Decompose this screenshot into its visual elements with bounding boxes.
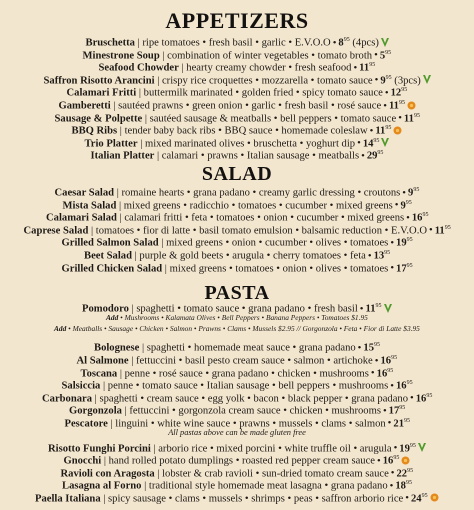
item-price: 19: [396, 237, 407, 249]
gluten-free-note: All pastas above can be made gluten free: [168, 428, 306, 437]
item-price-cents: 95: [406, 380, 413, 386]
item-separator: |: [117, 368, 125, 380]
item-separator: •: [374, 50, 378, 62]
item-description: mixed greens • radicchio • tomatoes • cucumber • mixed greens: [123, 200, 393, 212]
item-price-cents: 95: [407, 467, 414, 474]
item-name: Pomodoro: [82, 303, 129, 315]
item-separator: |: [158, 237, 167, 249]
item-description: hearty creamy chowder • fresh seafood: [186, 62, 352, 74]
item-separator: |: [88, 225, 96, 237]
item-description: hand rolled potato dumplings • roasted red pepper cream sauce: [108, 455, 375, 467]
item-separator: •: [429, 225, 433, 237]
item-separator: |: [134, 37, 143, 49]
item-price-cents: 95: [406, 237, 413, 244]
item-description: fettuccini • gorgonzola cream sauce • chicken • mushrooms: [129, 405, 381, 417]
item-description: sautéed prawns • green onion • garlic • fresh basil • rosé sauce: [118, 100, 382, 112]
item-description: sautéed sausage & meatballs • bell peppers • tomato sauce: [149, 113, 397, 125]
item-price-cents: 95: [369, 62, 376, 69]
item-price: 11: [375, 125, 386, 137]
addon-line: [106, 313, 368, 323]
item-description: calamari • prawns • Italian sausage • meatballs: [161, 150, 360, 162]
item-separator: |: [159, 50, 168, 62]
item-name: Saffron Risotto Arancini: [43, 75, 155, 87]
item-price-cents: 95: [398, 100, 405, 106]
item-name: Ravioli con Aragosta: [60, 468, 155, 480]
item-price-cents: 95: [385, 125, 392, 132]
item-separator: |: [142, 113, 150, 125]
item-separator: •: [357, 342, 362, 354]
item-price-cents: 95: [387, 367, 394, 374]
item-price: 17: [388, 405, 400, 417]
item-name: Carbonara: [42, 393, 93, 405]
item-price: 5: [379, 50, 386, 62]
item-name: Bolognese: [94, 342, 140, 354]
item-description: mixed marinated olives • bruschetta • yoghurt dip: [144, 138, 356, 150]
item-description: ripe tomatoes • fresh basil • garlic • E.V.O.O: [142, 37, 331, 49]
item-separator: •: [393, 443, 398, 455]
item-price-cents: 95: [403, 417, 410, 424]
item-separator: •: [402, 187, 407, 199]
item-separator: |: [92, 393, 100, 405]
item-price: 16: [376, 368, 388, 380]
item-description: tender baby back ribs • BBQ sauce • homemade coleslaw: [124, 125, 368, 137]
item-separator: |: [131, 250, 140, 262]
item-name: Calamari Salad: [46, 212, 117, 224]
item-separator: |: [178, 62, 187, 74]
item-price-cents: 95: [413, 187, 420, 193]
item-separator: •: [374, 75, 379, 87]
item-price: 16: [395, 380, 407, 392]
item-separator: •: [370, 368, 375, 380]
item-name: Gamberetti: [58, 100, 111, 112]
item-price-cents: 95: [385, 74, 392, 81]
item-separator: |: [121, 405, 130, 417]
item-name: Al Salmone: [76, 355, 129, 367]
item-price-cents: 95: [384, 250, 391, 256]
addon-options: Meatballs • Sausage • Chicken • Salmon • Prawns • Clams • Mussels $2.95 // Gorgonzola • Feta • Fior di Latte $3.95: [72, 324, 420, 333]
item-name: Trio Platter: [84, 138, 138, 150]
item-separator: |: [128, 355, 137, 367]
item-description: buttermilk marinated • golden fried • spicy tomato sauce: [143, 87, 383, 99]
item-separator: |: [136, 87, 144, 99]
item-price-cents: 95: [405, 480, 412, 486]
item-description: spaghetti • homemade meat sauce • grana padano: [146, 342, 356, 354]
item-price-cents: 95: [377, 150, 384, 157]
item-price-cents: 95: [373, 342, 380, 348]
item-description: mixed greens • onion • cucumber • olives • tomatoes: [166, 237, 389, 249]
item-price-cents: 95: [422, 212, 429, 219]
item-price: 13: [373, 250, 385, 262]
item-name: Paella Italiana: [35, 493, 101, 505]
item-separator: |: [150, 443, 159, 455]
item-price: 17: [396, 263, 407, 275]
item-price: 14: [362, 138, 374, 150]
addon-label: Add: [106, 313, 119, 322]
item-price: 15: [363, 342, 374, 354]
item-name: Seafood Chowder: [98, 62, 179, 74]
item-name: Pescatore: [64, 418, 108, 430]
item-price: 29: [366, 150, 378, 162]
item-separator: •: [383, 100, 387, 112]
item-separator: |: [110, 100, 119, 112]
item-separator: |: [116, 200, 124, 212]
item-separator: |: [154, 150, 162, 162]
item-description: penne • rosé sauce • grana padano • chicken • mushrooms: [124, 368, 369, 380]
item-separator: |: [117, 125, 125, 137]
item-separator: |: [141, 480, 149, 492]
salad-heading: SALAD: [201, 163, 273, 185]
item-name: Mista Salad: [62, 200, 117, 212]
item-description: romaine hearts • grana padano • creamy garlic dressing • croutons: [121, 187, 401, 199]
item-description: arborio rice • mixed porcini • white truffle oil • arugula: [158, 443, 392, 455]
item-price: 8: [338, 37, 344, 49]
item-name: Bruschetta: [85, 37, 135, 49]
item-name: Calamari Fritti: [66, 87, 137, 99]
item-separator: •: [389, 480, 394, 492]
item-separator: •: [406, 212, 410, 224]
spicy-pepper-icon: [393, 126, 402, 139]
item-separator: |: [137, 138, 145, 150]
item-price-cents: 95: [343, 37, 350, 43]
item-price-cents: 95: [426, 392, 433, 399]
item-price: 16: [382, 455, 394, 467]
item-separator: •: [374, 355, 379, 367]
item-price: 16: [415, 393, 427, 405]
item-separator: •: [332, 37, 337, 49]
item-separator: •: [387, 418, 392, 430]
item-separator: •: [390, 380, 394, 392]
item-name: Gorgonzola: [69, 405, 122, 417]
item-description: combination of winter vegetables • tomato broth: [167, 50, 373, 62]
item-separator: •: [390, 263, 395, 275]
item-description: tomatoes • fior di latte • basil tomato emulsion • balsamic reduction • E.V.O.O: [95, 225, 427, 237]
item-price: 11: [434, 225, 445, 237]
item-separator: •: [369, 125, 374, 137]
item-separator: |: [101, 455, 109, 467]
item-name: Salsiccia: [61, 380, 101, 392]
item-name: Toscana: [80, 368, 118, 380]
item-name: Grilled Chicken Salad: [61, 263, 163, 275]
vegetarian-leaf-icon: [418, 443, 426, 456]
item-price-cents: 95: [375, 303, 382, 309]
item-price-cents: 95: [401, 87, 408, 94]
item-separator: •: [390, 237, 395, 249]
addon-label: Add: [54, 324, 67, 333]
item-price: 12: [390, 87, 402, 99]
item-separator: •: [361, 150, 365, 162]
item-price-cents: 95: [373, 137, 380, 144]
item-separator: •: [118, 313, 125, 322]
item-separator: •: [398, 113, 402, 125]
item-separator: •: [382, 405, 387, 417]
item-price: 11: [365, 303, 376, 315]
item-description: mixed greens • tomatoes • onion • olives • tomatoes: [169, 263, 389, 275]
item-name: Italian Platter: [90, 150, 155, 162]
item-separator: •: [410, 393, 414, 405]
item-price-cents: 95: [399, 405, 406, 411]
item-price-cents: 95: [406, 262, 413, 269]
item-description: purple & gold beets • arugula • cherry tomatoes • feta: [139, 250, 366, 262]
spicy-pepper-icon: [430, 493, 439, 506]
appetizers-heading: APPETIZERS: [165, 8, 309, 33]
item-price: 11: [388, 100, 399, 112]
item-separator: •: [394, 200, 399, 212]
item-name: Caesar Salad: [54, 187, 115, 199]
item-quantity: (3pcs): [391, 75, 421, 87]
item-name: Gnocchi: [63, 455, 102, 467]
item-description: spaghetti • cream sauce • egg yolk • bacon • black pepper • grana padano: [99, 393, 409, 405]
item-separator: •: [357, 138, 361, 150]
item-name: Sausage & Polpette: [54, 113, 143, 125]
item-price-cents: 95: [444, 224, 451, 231]
item-price-cents: 95: [421, 492, 428, 499]
item-price: 16: [380, 355, 392, 367]
item-price: 11: [403, 113, 414, 125]
item-price-cents: 95: [413, 112, 420, 119]
item-description: lobster & crab ravioli • sun-dried tomato cream sauce: [162, 468, 389, 480]
item-price-cents: 95: [385, 49, 392, 56]
item-separator: •: [353, 62, 358, 74]
item-price-cents: 95: [391, 355, 398, 361]
item-price: 9: [380, 75, 386, 87]
menu-item: [91, 147, 384, 163]
item-separator: |: [154, 75, 162, 87]
item-description: crispy rice croquettes • mozzarella • tomato sauce: [161, 75, 373, 87]
item-description: spicy sausage • clams • mussels • shrimps • peas • saffron arborio rice: [108, 493, 404, 505]
item-separator: •: [377, 455, 381, 467]
item-separator: •: [66, 324, 73, 333]
item-separator: |: [139, 342, 147, 354]
vegetarian-leaf-icon: [423, 75, 431, 88]
item-name: Lasagna al Forno: [62, 480, 142, 492]
item-description: linguini • white wine sauce • prawns • mussels • clams • salmon: [115, 418, 386, 430]
item-separator: |: [100, 380, 108, 392]
item-description: traditional style homemade meat lasagna • grana padano: [148, 480, 388, 492]
item-price-cents: 95: [393, 455, 400, 461]
item-name: Grilled Salmon Salad: [61, 237, 159, 249]
item-separator: |: [107, 418, 116, 430]
item-price: 18: [395, 480, 406, 492]
addon-line: [54, 324, 420, 334]
item-price: 19: [399, 443, 410, 455]
addon-options: Mushrooms • Kalamata Olives • Bell Peppers • Banana Peppers • Tomatoes $1.95: [124, 313, 368, 322]
pasta-heading: PASTA: [204, 282, 270, 304]
item-price-cents: 95: [405, 199, 412, 206]
item-separator: |: [100, 493, 109, 505]
item-separator: •: [367, 250, 372, 262]
item-price: 16: [411, 212, 423, 224]
item-name: Minestrone Soup: [82, 50, 160, 62]
item-price: 9: [408, 187, 414, 199]
item-description: calamari fritti • feta • tomatoes • onion • cucumber • mixed greens: [124, 212, 405, 224]
item-separator: |: [128, 303, 137, 315]
item-separator: |: [162, 263, 170, 275]
item-description: penne • tomato sauce • Italian sausage • bell peppers • mushrooms: [107, 380, 389, 392]
item-separator: •: [390, 468, 395, 480]
menu-item: [62, 260, 413, 276]
item-separator: •: [359, 303, 364, 315]
item-separator: |: [114, 187, 122, 199]
item-separator: |: [116, 212, 125, 224]
item-description: fettuccini • basil pesto cream sauce • salmon • artichoke: [136, 355, 373, 367]
item-price: 11: [359, 62, 370, 74]
item-name: BBQ Ribs: [71, 125, 118, 137]
item-price: 22: [396, 468, 408, 480]
menu-item: [35, 490, 439, 507]
item-separator: •: [405, 493, 409, 505]
item-price: 24: [410, 493, 422, 505]
item-price: 21: [393, 418, 404, 430]
item-description: spaghetti • tomato sauce • grana padano • fresh basil: [136, 303, 358, 315]
item-name: Beet Salad: [84, 250, 132, 262]
item-name: Risotto Funghi Porcini: [48, 443, 151, 455]
item-name: Caprese Salad: [23, 225, 89, 237]
item-quantity: (4pcs): [349, 37, 379, 49]
item-price-cents: 95: [409, 442, 416, 449]
vegetarian-leaf-icon: [384, 304, 392, 317]
item-price: 9: [400, 200, 406, 212]
item-separator: •: [384, 87, 389, 99]
item-separator: |: [154, 468, 163, 480]
